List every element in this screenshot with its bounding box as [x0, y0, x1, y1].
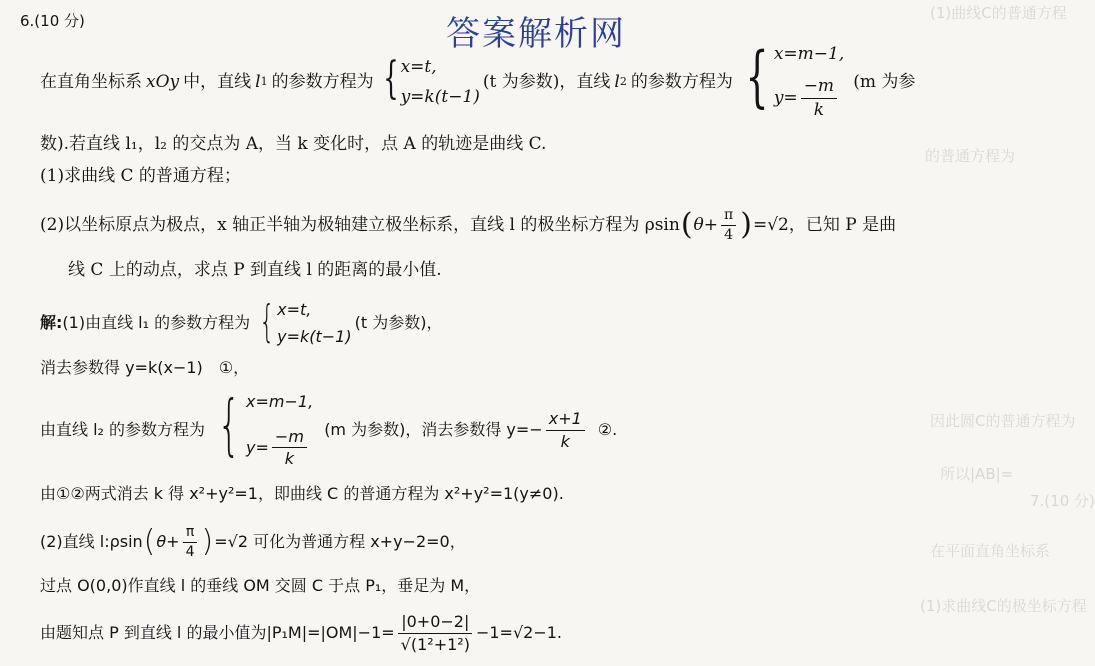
text: (2)直线 l:ρsin	[40, 532, 143, 552]
solution-line-4: 由①②两式消去 k 得 x²+y²=1，即曲线 C 的普通方程为 x²+y²=1(y≠0).	[40, 484, 564, 503]
param-system-l2	[736, 38, 845, 120]
text: 4	[724, 226, 734, 243]
text: =√2，已知 P 是曲	[752, 214, 897, 235]
param-system-l1	[253, 296, 352, 347]
text: k	[284, 448, 295, 468]
paren-left-icon: (	[143, 524, 156, 559]
text: (t 为参数)，	[354, 313, 443, 333]
text: =√2 可化为普通方程 x+y−2=0，	[214, 532, 466, 552]
text: y=k(t−1)	[277, 326, 352, 346]
text: 的参数方程为	[271, 71, 374, 92]
solution-line-7	[40, 608, 562, 658]
text: 由直线 l₂ 的参数方程为	[40, 420, 206, 440]
text: y=k(t−1)	[400, 86, 480, 107]
fraction	[272, 427, 307, 468]
fraction-pi-over-4	[183, 524, 198, 561]
bleed-text-7: (1)求曲线C的极坐标方程	[920, 597, 1087, 615]
text: θ+	[693, 214, 719, 235]
text: x=t,	[400, 57, 437, 77]
brace-icon: {	[259, 296, 275, 347]
text: (t 为参数)，直线	[482, 71, 611, 92]
problem-part-2	[40, 203, 896, 247]
text: |0+0−2|	[398, 612, 472, 633]
bleed-text-6: 在平面直角坐标系	[930, 542, 1051, 560]
problem-line-1	[40, 38, 916, 120]
text: 4	[185, 543, 195, 560]
text: (m 为参数)，消去参数得 y=−	[324, 420, 543, 440]
fraction	[546, 409, 585, 450]
text: y=	[246, 437, 269, 457]
solution-line-6: 过点 O(0,0)作直线 l 的垂线 OM 交圆 C 于点 P₁，垂足为 M，	[40, 576, 481, 595]
problem-part-2-cont: 线 C 上的动点，求点 P 到直线 l 的距离的最小值.	[68, 260, 442, 280]
text: −1=√2−1.	[475, 623, 562, 643]
text: 中，直线	[183, 71, 252, 92]
text: (m 为参	[853, 71, 916, 92]
text: l	[255, 71, 261, 92]
text: l	[614, 71, 620, 92]
text: 1	[260, 75, 268, 89]
text: −m	[801, 76, 837, 98]
text: (2)以坐标原点为极点，x 轴正半轴为极轴建立极坐标系，直线 l 的极坐标方程为 ρsin	[40, 214, 680, 235]
text: y=	[773, 87, 798, 108]
paren-right-icon: )	[201, 524, 214, 559]
param-system-l2	[208, 386, 314, 468]
text: x+1	[546, 409, 585, 430]
fraction	[398, 612, 473, 653]
text: 2	[619, 75, 627, 89]
paren-right-icon: )	[740, 207, 752, 242]
text: k	[560, 431, 570, 451]
text: θ+	[156, 532, 180, 552]
text: x=m−1,	[773, 44, 845, 64]
text: 在直角坐标系	[40, 71, 142, 92]
text: x=m−1,	[246, 392, 314, 411]
bleed-text-1: (1)曲线C的普通方程	[930, 4, 1067, 22]
text: π	[721, 207, 736, 226]
text: (1)由直线 l₁ 的参数方程为	[62, 313, 251, 333]
text: xOy	[146, 71, 180, 92]
text: 的参数方程为	[630, 71, 733, 92]
bleed-text-5: 7.(10 分)	[1030, 492, 1095, 510]
brace-icon: {	[382, 53, 399, 104]
solution-line-1	[40, 298, 442, 348]
bleed-text-3: 因此圆C的普通方程为	[930, 412, 1076, 430]
solution-line-3	[40, 386, 618, 468]
brace-icon: {	[745, 38, 769, 115]
fraction-pi-over-4	[721, 207, 736, 244]
solution-label: 解:	[40, 313, 63, 333]
text: 由题知点 P 到直线 l 的最小值为|P₁M|=|OM|−1=	[40, 623, 395, 643]
text: √(1²+1²)	[400, 634, 470, 654]
bleed-text-4: 所以|AB|=	[940, 465, 1014, 483]
param-system-l1	[377, 53, 480, 107]
text: k	[813, 99, 825, 120]
text: π	[183, 524, 197, 543]
brace-icon: {	[217, 386, 241, 463]
paren-left-icon: (	[680, 207, 693, 242]
problem-part-1: (1)求曲线 C 的普通方程；	[40, 166, 241, 186]
problem-line-2: 数).若直线 l₁，l₂ 的交点为 A，当 k 变化时，点 A 的轨迹是曲线 C.	[40, 134, 547, 154]
text: ②.	[597, 420, 618, 440]
text: x=t,	[277, 300, 312, 319]
solution-line-5	[40, 520, 466, 564]
problem-number: 6.(10 分)	[20, 12, 85, 30]
solution-line-2: 消去参数得 y=k(x−1) ①，	[40, 358, 250, 377]
watermark-header: 答案解析网	[446, 14, 626, 54]
text: −m	[272, 427, 307, 448]
fraction	[801, 76, 837, 120]
bleed-text-2: 的普通方程为	[925, 147, 1016, 165]
